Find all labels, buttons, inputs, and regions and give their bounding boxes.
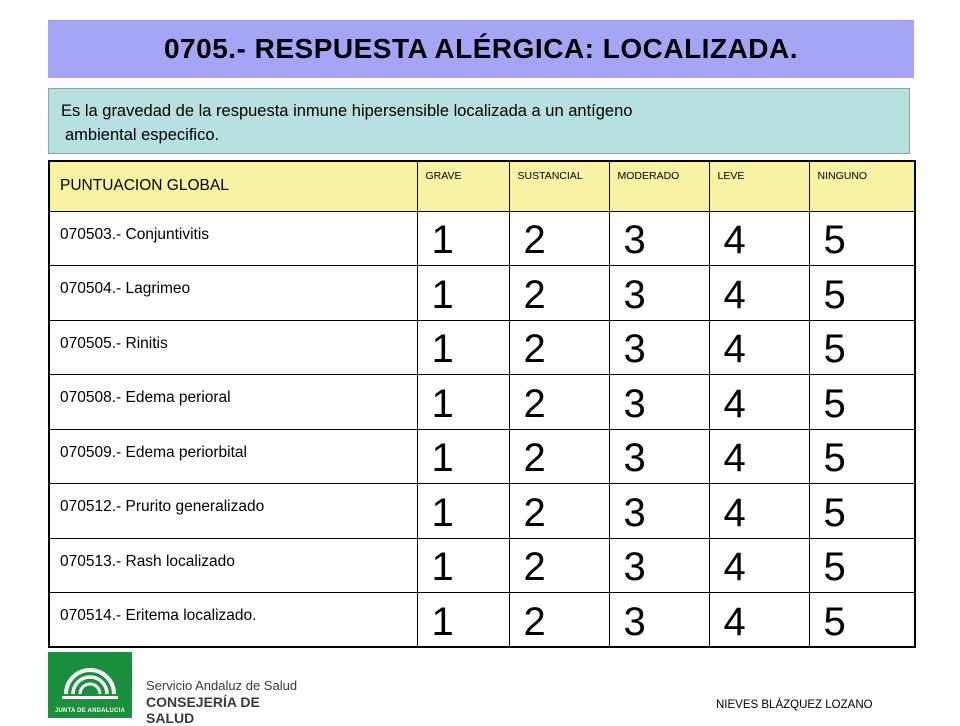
page-title: 0705.- RESPUESTA ALÉRGICA: LOCALIZADA. xyxy=(163,33,798,64)
score-cell: 2 xyxy=(509,266,609,321)
score-cell: 5 xyxy=(809,593,915,648)
score-cell: 3 xyxy=(609,538,709,593)
row-label: 070503.- Conjuntivitis xyxy=(49,211,417,266)
score-table xyxy=(48,160,916,648)
header-sustancial: SUSTANCIAL xyxy=(509,161,609,211)
score-cell: 3 xyxy=(609,593,709,648)
logo-emblem xyxy=(48,652,132,718)
table-row xyxy=(49,593,915,648)
score-cell: 2 xyxy=(509,484,609,539)
score-cell: 2 xyxy=(509,211,609,266)
header-global-score: PUNTUACION GLOBAL xyxy=(49,161,417,211)
score-cell: 4 xyxy=(709,429,809,484)
header-leve: LEVE xyxy=(709,161,809,211)
score-cell: 3 xyxy=(609,375,709,430)
score-cell: 4 xyxy=(709,538,809,593)
score-cell: 3 xyxy=(609,320,709,375)
title-banner xyxy=(48,20,914,78)
score-cell: 1 xyxy=(417,593,509,648)
description-line-1: Es la gravedad de la respuesta inmune hipersensible localizada a un antígeno xyxy=(61,102,633,120)
logo-service-name: Servicio Andaluz de Salud xyxy=(146,678,298,693)
row-label: 070508.- Edema perioral xyxy=(49,375,417,430)
row-label: 070509.- Edema periorbital xyxy=(49,429,417,484)
score-cell: 5 xyxy=(809,538,915,593)
score-cell: 3 xyxy=(609,211,709,266)
logo-caption: JUNTA DE ANDALUCIA xyxy=(54,708,126,714)
score-cell: 4 xyxy=(709,593,809,648)
score-cell: 5 xyxy=(809,266,915,321)
score-cell: 3 xyxy=(609,484,709,539)
table-row xyxy=(49,429,915,484)
score-cell: 4 xyxy=(709,320,809,375)
score-cell: 1 xyxy=(417,266,509,321)
row-label: 070504.- Lagrimeo xyxy=(49,266,417,321)
score-cell: 2 xyxy=(509,538,609,593)
description-box xyxy=(48,88,910,154)
header-grave: GRAVE xyxy=(417,161,509,211)
score-cell: 5 xyxy=(809,429,915,484)
header-ninguno: NINGUNO xyxy=(809,161,915,211)
row-label: 070512.- Prurito generalizado xyxy=(49,484,417,539)
author-name: NIEVES BLÁZQUEZ LOZANO xyxy=(716,699,873,711)
score-cell: 5 xyxy=(809,484,915,539)
logo-department-name: CONSEJERÍA DE SALUD xyxy=(146,694,260,726)
score-cell: 1 xyxy=(417,538,509,593)
table-row xyxy=(49,266,915,321)
table-row xyxy=(49,538,915,593)
table-row xyxy=(49,211,915,266)
junta-andalucia-logo xyxy=(48,652,308,726)
table-row xyxy=(49,375,915,430)
score-cell: 2 xyxy=(509,429,609,484)
description-line-2: ambiental especifico. xyxy=(65,126,220,144)
header-moderado: MODERADO xyxy=(609,161,709,211)
score-cell: 1 xyxy=(417,211,509,266)
row-label: 070513.- Rash localizado xyxy=(49,538,417,593)
score-cell: 4 xyxy=(709,484,809,539)
score-cell: 5 xyxy=(809,320,915,375)
score-cell: 2 xyxy=(509,375,609,430)
table-row xyxy=(49,320,915,375)
score-cell: 3 xyxy=(609,266,709,321)
score-cell: 3 xyxy=(609,429,709,484)
row-label: 070505.- Rinitis xyxy=(49,320,417,375)
score-cell: 5 xyxy=(809,211,915,266)
score-cell: 4 xyxy=(709,266,809,321)
score-cell: 2 xyxy=(509,593,609,648)
score-cell: 1 xyxy=(417,484,509,539)
score-cell: 4 xyxy=(709,375,809,430)
score-cell: 1 xyxy=(417,429,509,484)
score-cell: 4 xyxy=(709,211,809,266)
score-cell: 5 xyxy=(809,375,915,430)
table-header-row xyxy=(49,161,915,211)
table-row xyxy=(49,484,915,539)
row-label: 070514.- Eritema localizado. xyxy=(49,593,417,648)
score-cell: 1 xyxy=(417,375,509,430)
score-cell: 1 xyxy=(417,320,509,375)
score-cell: 2 xyxy=(509,320,609,375)
